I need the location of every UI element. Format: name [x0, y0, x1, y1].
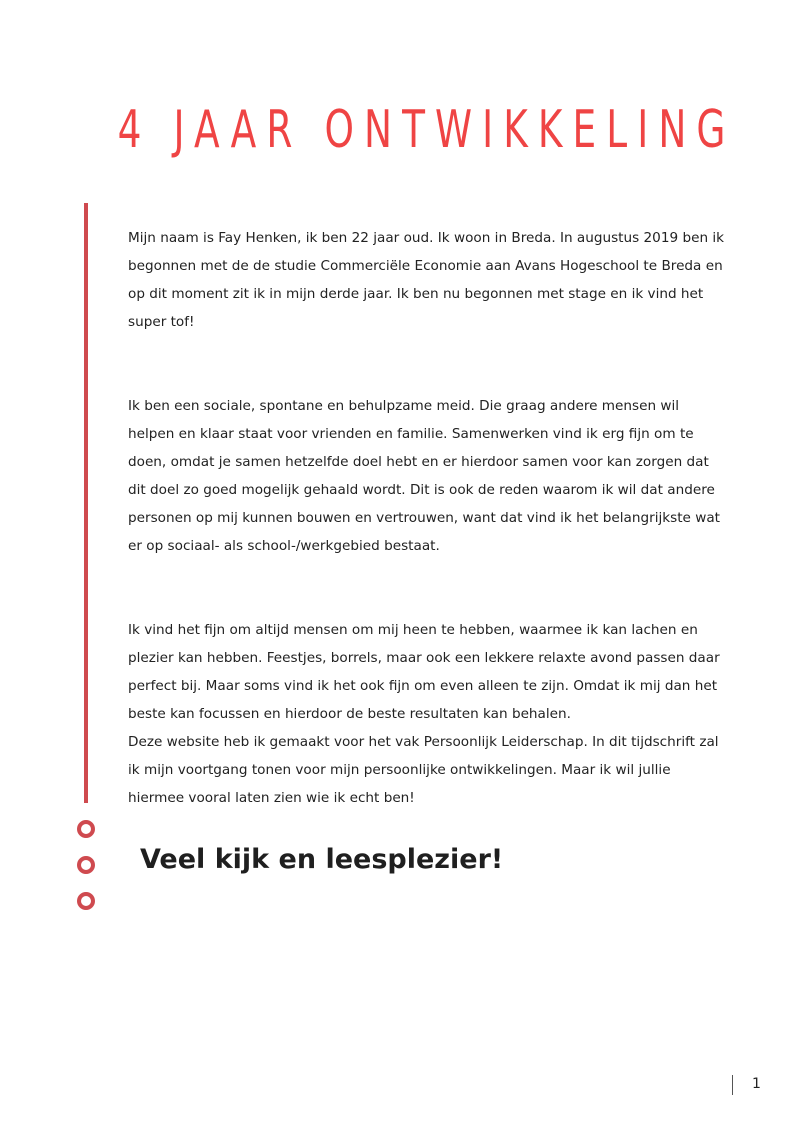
decorative-ring-icon: [77, 820, 95, 838]
paragraph-website-purpose: Deze website heb ik gemaakt voor het vak Persoonlijk Leiderschap. In dit tijdschrift zal ik mijn voortgang tonen voor mijn persoonlijke ontwikkelingen. Maar ik wil jullie hiermee vooral laten zien wie ik echt ben!: [128, 734, 719, 806]
decorative-ring-icon: [77, 856, 95, 874]
page-number-divider: [732, 1075, 733, 1095]
paragraph-introduction: Mijn naam is Fay Henken, ik ben 22 jaar oud. Ik woon in Breda. In augustus 2019 ben ik begonnen met de de studie Commerciële Economie aan Avans Hogeschool te Breda en op dit moment zit ik in mijn derde jaar. Ik ben nu begonnen met stage en ik vind het super tof!: [128, 230, 725, 330]
paragraph-social-life: Ik vind het fijn om altijd mensen om mij heen te hebben, waarmee ik kan lachen en plezier kan hebben. Feestjes, borrels, maar ook een lekkere relaxte avond passen daar perfect bij. Maar soms vind ik het ook fijn om even alleen te zijn. Omdat ik mij dan het beste kan focussen en hierdoor de beste resultaten kan behalen.: [128, 622, 720, 722]
decorative-ring-icon: [77, 892, 95, 910]
page-title: 4 JAAR ONTWIKKELING: [117, 100, 736, 160]
paragraph-personality: Ik ben een sociale, spontane en behulpzame meid. Die graag andere mensen wil helpen en klaar staat voor vrienden en familie. Samenwerken vind ik erg fijn om te doen, omdat je samen hetzelfde doel hebt en er hierdoor samen voor kan zorgen dat dit doel zo goed mogelijk gehaald wordt. Dit is ook de reden waarom ik wil dat andere personen op mij kunnen bouwen en vertrouwen, want dat vind ik het belangrijkste wat er op sociaal- als school-/werkgebied bestaat.: [128, 398, 720, 554]
body-text: [128, 224, 728, 812]
page-number: 1: [752, 1076, 761, 1092]
decorative-vertical-line: [84, 203, 88, 803]
closing-heading: Veel kijk en leesplezier!: [140, 844, 504, 875]
